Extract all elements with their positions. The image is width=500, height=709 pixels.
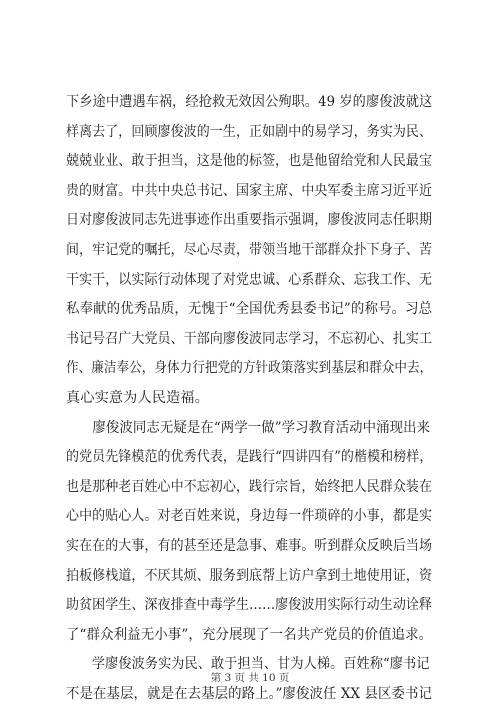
paragraph-first-line: 廖俊波同志无疑是在“两学一做”学习教育活动中涌现出来	[92, 419, 431, 436]
text-line: 私奉献的优秀品质，无愧于“全国优秀县委书记”的称号。习总	[66, 301, 433, 318]
text-line: 助贫困学生、深夜排查中毒学生……廖俊波用实际行动生动诠释	[66, 597, 433, 614]
text-line: 书记号召广大党员、干部向廖俊波同志学习，不忘初心、扎实工	[66, 330, 433, 347]
text-line: 日对廖俊波同志先进事迹作出重要指示强调，廖俊波同志任职期	[66, 212, 433, 229]
text-line: 干实干，以实际行动体现了对党忠诚、心系群众、忘我工作、无	[66, 271, 433, 288]
text-line: 也是那种老百姓心中不忘初心，践行宗旨，始终把人民群众装在	[66, 478, 433, 495]
text-line: 拍板修栈道，不厌其烦、服务到底帮上访户拿到土地使用证，资	[66, 567, 433, 584]
document-body	[66, 88, 432, 709]
text-line: 下乡途中遭遇车祸，经抢救无效因公殉职。49 岁的廖俊波就这	[66, 94, 433, 110]
text-line: 心中的贴心人。对老百姓来说，身边每一件琐碎的小事，都是实	[66, 508, 433, 525]
text-line: 间，牢记党的嘱托，尽心尽责，带领当地干部群众扑下身子、苦	[66, 241, 433, 258]
page-number-footer: 第 3 页 共 10 页	[210, 672, 290, 684]
text-line: 的党员先锋模范的优秀代表，是践行“四讲四有”的楷模和榜样，	[66, 449, 433, 466]
text-line: 实在在的大事，有的甚至还是急事、难事。听到群众反映后当场	[66, 537, 433, 554]
text-line: 真心实意为人民造福。	[66, 389, 209, 406]
text-line: 不是在基层，就是在去基层的路上。”廖俊波任 XX 县区委书记	[66, 685, 433, 702]
text-line: 了“群众利益无小事”，充分展现了一名共产党员的价值追求。	[66, 626, 433, 643]
text-line: 样离去了，回顾廖俊波的一生，正如剧中的易学习，务实为民、	[66, 123, 433, 140]
text-line: 兢兢业业、敢于担当，这是他的标签，也是他留给党和人民最宝	[66, 153, 433, 170]
text-line: 贵的财富。中共中央总书记、国家主席、中央军委主席习近平近	[66, 182, 433, 199]
text-line: 作、廉洁奉公，身体力行把党的方针政策落实到基层和群众中去，	[66, 360, 433, 377]
paragraph-first-line: 学廖俊波务实为民、敢于担当、甘为人梯。百姓称“廖书记	[91, 656, 430, 673]
